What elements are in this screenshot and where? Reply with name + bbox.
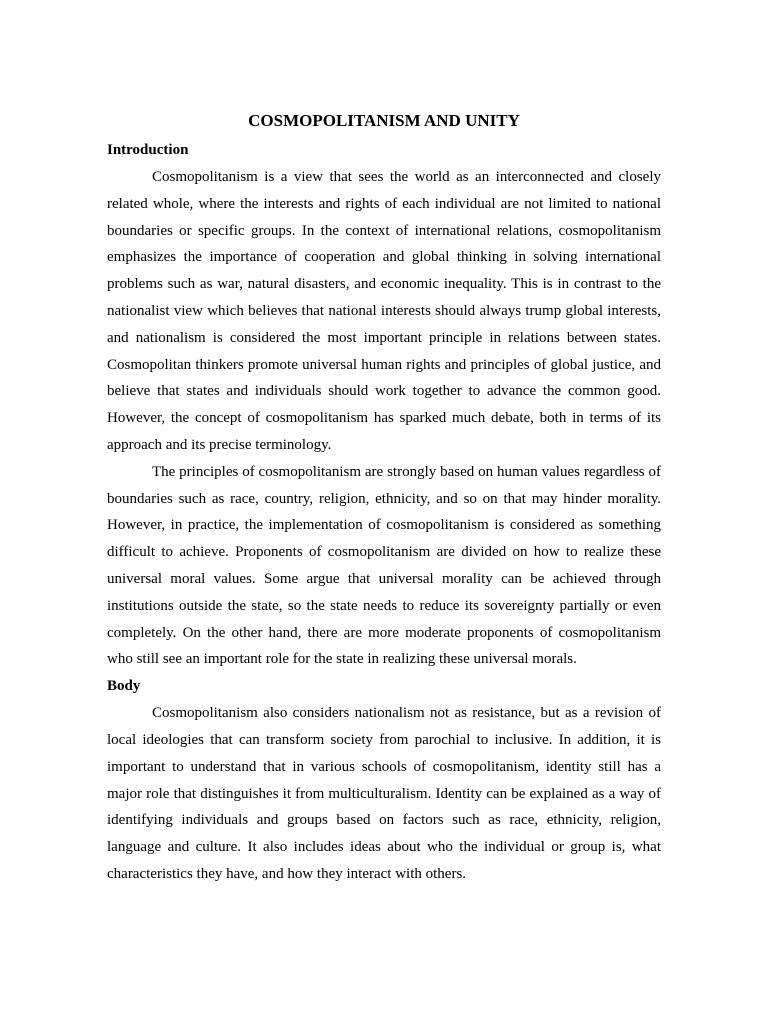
section-heading-introduction: Introduction (107, 142, 189, 158)
paragraph: Cosmopolitanism also considers nationalism not as resistance, but as a revision of local ideologies that can transform society from parochial to inclusive. In addition, it is important to understand that in various schools of cosmopolitanism, identity still has a major role that distinguishes it from multiculturalism. Identity can be explained as a way of identifying individuals and groups based on factors such as race, ethnicity, religion, language and culture. It also includes ideas about who the individual or group is, what characteristics they have, and how they interact with others. (107, 705, 661, 882)
paragraph: Cosmopolitanism is a view that sees the world as an interconnected and closely related whole, where the interests and rights of each individual are not limited to national boundaries or specific groups. In the context of international relations, cosmopolitanism emphasizes the importance of cooperation and global thinking in solving international problems such as war, natural disasters, and economic inequality. This is in contrast to the nationalist view which believes that national interests should always trump global interests, and nationalism is considered the most important principle in relations between states. Cosmopolitan thinkers promote universal human rights and principles of global justice, and believe that states and individuals should work together to advance the common good. However, the concept of cosmopolitanism has sparked much debate, both in terms of its approach and its precise terminology. (107, 169, 661, 453)
paragraph: The principles of cosmopolitanism are strongly based on human values regardless of boundaries such as race, country, religion, ethnicity, and so on that may hinder morality. However, in practice, the implementation of cosmopolitanism is considered as something difficult to achieve. Proponents of cosmopolitanism are divided on how to realize these universal moral values. Some argue that universal morality can be achieved through institutions outside the state, so the state needs to reduce its sovereignty partially or even completely. On the other hand, there are more moderate proponents of cosmopolitanism who still see an important role for the state in realizing these universal morals. (107, 463, 661, 668)
section-heading-body: Body (107, 678, 141, 695)
document-title: COSMOPOLITANISM AND UNITY (248, 111, 520, 130)
document-body (107, 108, 661, 888)
